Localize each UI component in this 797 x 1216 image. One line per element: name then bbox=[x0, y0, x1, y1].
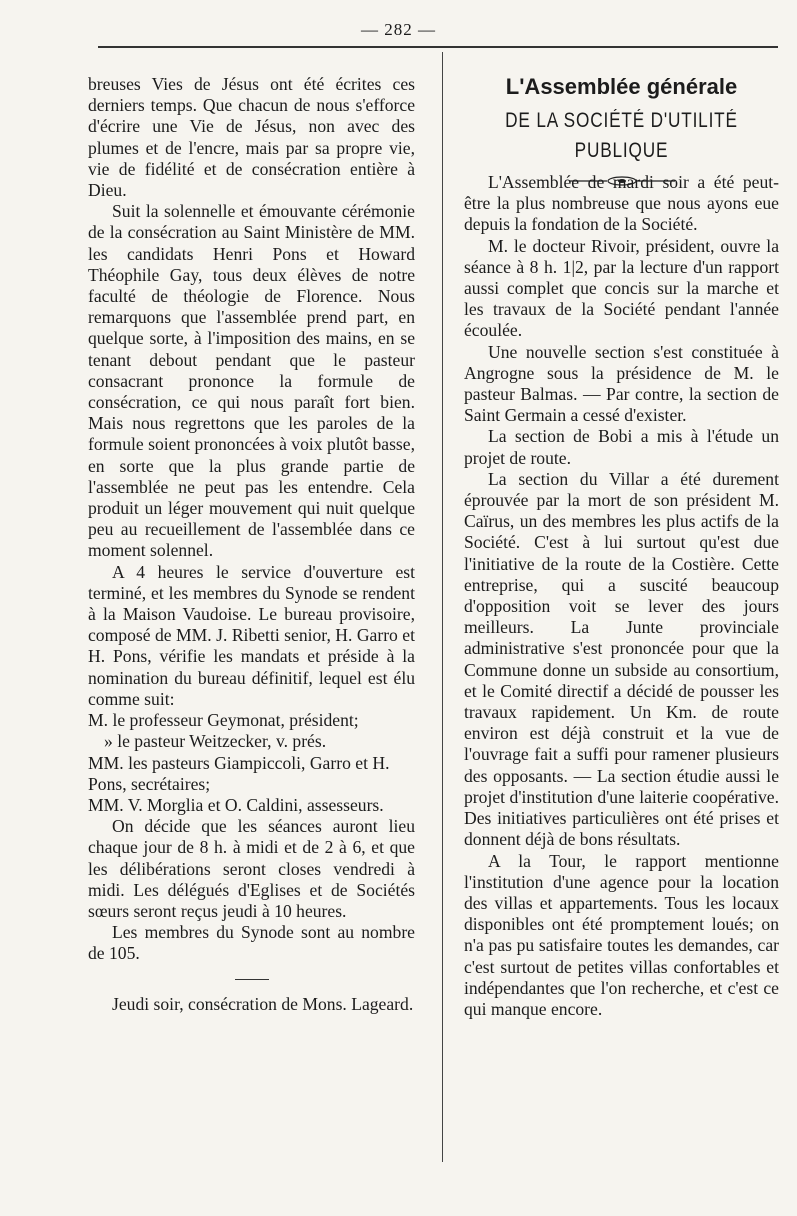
left-column bbox=[88, 74, 415, 1015]
right-paragraph-5: La section du Villar a été durement éprouvée par la mort de son président M. Caïrus, un des membres les plus actifs de la Société. C'est à lui surtout qu'est due l'initiative de la route de la Costière. Cette entreprise, qui a suscité beaucoup d'opposition voit se lever des jours meilleurs. La Junte provinciale administrative s'est prononcée pour que la Commune donne un subside au consortium, et le Comité directif a décidé de pousser les travaux rapidement. Un Km. de route environ est déjà construit et la vue de l'ouvrage fait a suffi pour ramener plusieurs des opposants. — La section étudie aussi le projet d'institution d'une laiterie coopérative. Des initiatives particulières ont été prises et donnent déjà de bons résultats. bbox=[464, 468, 779, 850]
article-subtitle: DE LA SOCIÉTÉ D'UTILITÉ PUBLIQUE bbox=[505, 109, 738, 162]
right-paragraph-4: La section de Bobi a mis à l'étude un projet de route. bbox=[464, 426, 779, 468]
right-paragraph-6: A la Tour, le rapport mentionne l'institution d'une agence pour la location des villas et appartements. Tous les locaux disponibles ont été promptement loués; on n'a pas pu satisfaire toutes les demandes, car c'est surtout de petites villas confortables et indépendantes que l'on recherche, et c'est ce qui manque encore. bbox=[464, 850, 779, 1019]
top-rule bbox=[98, 46, 778, 48]
article-heading bbox=[464, 72, 779, 188]
left-paragraph-1: breuses Vies de Jésus ont été écrites ces derniers temps. Que chacun de nous s'efforce d'écrire une Vie de Jésus, non avec des plumes et de l'encre, mais par sa propre vie, vie de fidélité et de consécration entière à Dieu. bbox=[88, 74, 415, 201]
bureau-line-secretaries: MM. les pasteurs Giampiccoli, Garro et H. Pons, secrétaires; bbox=[88, 752, 390, 794]
left-paragraph-4: On décide que les séances auront lieu chaque jour de 8 h. à midi et de 2 à 6, et que les délibérations seront closes vendredi à midi. Les délégués d'Eglises et de Sociétés sœurs seront reçus jeudi à 10 heures. bbox=[88, 816, 415, 921]
section-separator bbox=[235, 979, 269, 980]
article-title: L'Assemblée générale bbox=[505, 74, 738, 99]
left-paragraph-5: Les membres du Synode sont au nombre de 105. bbox=[88, 922, 415, 964]
right-paragraph-3: Une nouvelle section s'est constituée à Angrogne sous la présidence de M. le pasteur Balmas. — Par contre, la section de Saint Germain a cessé d'exister. bbox=[464, 341, 779, 426]
right-column bbox=[464, 172, 779, 1020]
right-paragraph-2: M. le docteur Rivoir, président, ouvre la séance à 8 h. 1|2, par la lecture d'un rapport aussi complet que concis sur la marche et les travaux de la Société pendant l'année écoulée. bbox=[464, 235, 779, 341]
left-paragraph-2: Suit la solennelle et émouvante cérémonie de la consécration au Saint Ministère de MM. les candidats Henri Pons et Howard Théophile Gay, tous deux élèves de notre faculté de théologie de Florence. Nous remarquons que l'assemblée prend part, en quelque sorte, à l'imposition des mains, en se tenant debout pendant que le pasteur consacrant prononce la formule de consécration, ce qui nous paraît fort bien. Mais nous regrettons que les paroles de la formule soient prononcées à voix plutôt basse, en sorte que la plus grande partie de l'assemblée ne peut pas les entendre. Cela produit un léger mouvement qui nuit quelque peu au recueillement de l'assemblée dans ce moment solennel. bbox=[88, 201, 415, 561]
bureau-line-vice-president: » le pasteur Weitzecker, v. prés. bbox=[104, 731, 327, 752]
column-divider bbox=[442, 52, 443, 1162]
right-paragraph-1: L'Assemblée de mardi soir a été peut-être la plus nombreuse que nous ayons eue depuis la fondation de la Société. bbox=[464, 172, 779, 235]
page-number: — 282 — bbox=[361, 20, 436, 39]
left-paragraph-6: Jeudi soir, consécration de Mons. Lageard. bbox=[112, 993, 414, 1014]
bureau-line-assessors: MM. V. Morglia et O. Caldini, assesseurs. bbox=[88, 794, 384, 815]
bureau-line-president: M. le professeur Geymonat, président; bbox=[88, 710, 359, 731]
left-paragraph-3: A 4 heures le service d'ouverture est terminé, et les membres du Synode se rendent à la Maison Vaudoise. Le bureau provisoire, composé de MM. J. Ribetti senior, H. Garro et H. Pons, vérifie les mandats et préside à la nomination du bureau définitif, lequel est élu comme suit: bbox=[88, 561, 415, 709]
